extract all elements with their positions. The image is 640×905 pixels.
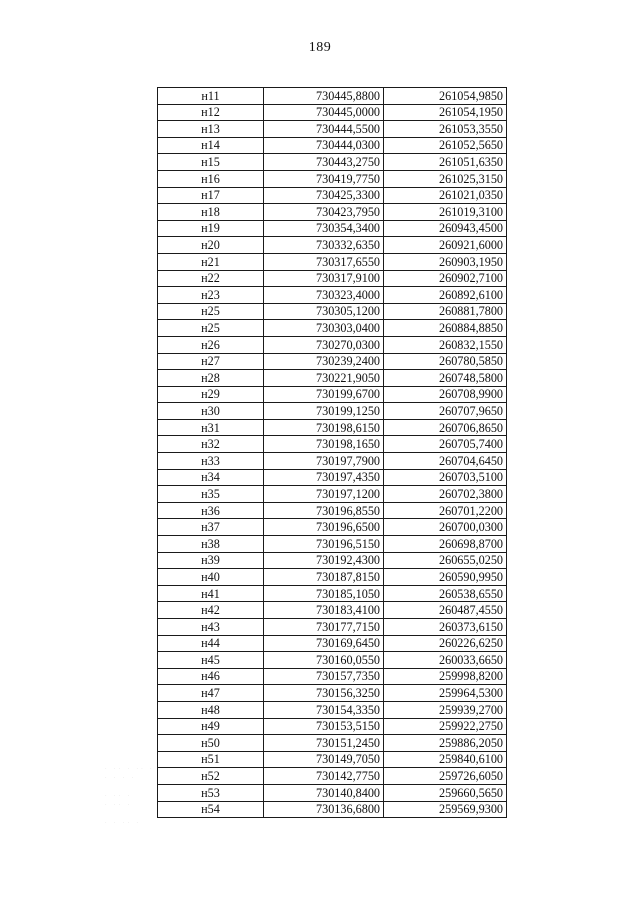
x-coordinate-cell: 730177,7150	[264, 619, 384, 636]
y-coordinate-cell: 259840,6100	[384, 751, 507, 768]
table-row	[158, 287, 507, 304]
table-row	[158, 453, 507, 470]
point-name-cell: н45	[158, 652, 264, 669]
x-coordinate-cell: 730157,7350	[264, 668, 384, 685]
x-coordinate-cell: 730197,7900	[264, 453, 384, 470]
y-coordinate-cell: 260704,6450	[384, 453, 507, 470]
y-coordinate-cell: 260703,5100	[384, 469, 507, 486]
table-row	[158, 370, 507, 387]
y-coordinate-cell: 259939,2700	[384, 701, 507, 718]
table-row	[158, 170, 507, 187]
table-row	[158, 419, 507, 436]
y-coordinate-cell: 260902,7100	[384, 270, 507, 287]
y-coordinate-cell: 259726,6050	[384, 768, 507, 785]
y-coordinate-cell: 260698,8700	[384, 536, 507, 553]
x-coordinate-cell: 730140,8400	[264, 784, 384, 801]
y-coordinate-cell: 260538,6550	[384, 585, 507, 602]
scan-noise-marks: · ·· · ·· · · · · · · ·· · · ·· · · · ·· ·	[105, 767, 155, 826]
point-name-cell: н49	[158, 718, 264, 735]
y-coordinate-cell: 261051,6350	[384, 154, 507, 171]
table-row	[158, 353, 507, 370]
table-row	[158, 104, 507, 121]
x-coordinate-cell: 730444,5500	[264, 121, 384, 138]
y-coordinate-cell: 261025,3150	[384, 170, 507, 187]
x-coordinate-cell: 730445,8800	[264, 88, 384, 105]
y-coordinate-cell: 259964,5300	[384, 685, 507, 702]
x-coordinate-cell: 730169,6450	[264, 635, 384, 652]
y-coordinate-cell: 260590,9950	[384, 569, 507, 586]
table-row	[158, 801, 507, 818]
x-coordinate-cell: 730443,2750	[264, 154, 384, 171]
y-coordinate-cell: 260881,7800	[384, 303, 507, 320]
table-row	[158, 619, 507, 636]
y-coordinate-cell: 260700,0300	[384, 519, 507, 536]
x-coordinate-cell: 730136,6800	[264, 801, 384, 818]
y-coordinate-cell: 259569,9300	[384, 801, 507, 818]
point-name-cell: н41	[158, 585, 264, 602]
y-coordinate-cell: 260707,9650	[384, 403, 507, 420]
x-coordinate-cell: 730192,4300	[264, 552, 384, 569]
x-coordinate-cell: 730142,7750	[264, 768, 384, 785]
table-row	[158, 602, 507, 619]
table-row	[158, 784, 507, 801]
y-coordinate-cell: 260705,7400	[384, 436, 507, 453]
x-coordinate-cell: 730160,0550	[264, 652, 384, 669]
y-coordinate-cell: 261052,5650	[384, 137, 507, 154]
y-coordinate-cell: 261021,0350	[384, 187, 507, 204]
y-coordinate-cell: 259886,2050	[384, 735, 507, 752]
y-coordinate-cell: 260892,6100	[384, 287, 507, 304]
x-coordinate-cell: 730317,9100	[264, 270, 384, 287]
table-row	[158, 668, 507, 685]
x-coordinate-cell: 730198,1650	[264, 436, 384, 453]
x-coordinate-cell: 730221,9050	[264, 370, 384, 387]
table-row	[158, 270, 507, 287]
x-coordinate-cell: 730149,7050	[264, 751, 384, 768]
y-coordinate-cell: 261053,3550	[384, 121, 507, 138]
point-name-cell: н43	[158, 619, 264, 636]
table-row	[158, 403, 507, 420]
point-name-cell: н27	[158, 353, 264, 370]
point-name-cell: н22	[158, 270, 264, 287]
table-row	[158, 552, 507, 569]
y-coordinate-cell: 260903,1950	[384, 253, 507, 270]
y-coordinate-cell: 260706,8650	[384, 419, 507, 436]
x-coordinate-cell: 730196,5150	[264, 536, 384, 553]
x-coordinate-cell: 730354,3400	[264, 220, 384, 237]
x-coordinate-cell: 730270,0300	[264, 336, 384, 353]
point-name-cell: н37	[158, 519, 264, 536]
x-coordinate-cell: 730303,0400	[264, 320, 384, 337]
point-name-cell: н29	[158, 386, 264, 403]
point-name-cell: н44	[158, 635, 264, 652]
y-coordinate-cell: 261054,9850	[384, 88, 507, 105]
y-coordinate-cell: 259922,2750	[384, 718, 507, 735]
page-number: 189	[308, 40, 332, 55]
point-name-cell: н23	[158, 287, 264, 304]
point-name-cell: н40	[158, 569, 264, 586]
point-name-cell: н18	[158, 204, 264, 221]
point-name-cell: н12	[158, 104, 264, 121]
x-coordinate-cell: 730423,7950	[264, 204, 384, 221]
table-row	[158, 701, 507, 718]
y-coordinate-cell: 260748,5800	[384, 370, 507, 387]
table-row	[158, 386, 507, 403]
x-coordinate-cell: 730198,6150	[264, 419, 384, 436]
point-name-cell: н31	[158, 419, 264, 436]
table-row	[158, 519, 507, 536]
point-name-cell: н11	[158, 88, 264, 105]
table-row	[158, 137, 507, 154]
point-name-cell: н53	[158, 784, 264, 801]
table-row	[158, 585, 507, 602]
table-row	[158, 469, 507, 486]
point-name-cell: н46	[158, 668, 264, 685]
coordinates-table	[157, 87, 507, 818]
table-row	[158, 303, 507, 320]
y-coordinate-cell: 260226,6250	[384, 635, 507, 652]
x-coordinate-cell: 730445,0000	[264, 104, 384, 121]
table-row	[158, 751, 507, 768]
point-name-cell: н17	[158, 187, 264, 204]
x-coordinate-cell: 730332,6350	[264, 237, 384, 254]
x-coordinate-cell: 730185,1050	[264, 585, 384, 602]
table-row	[158, 237, 507, 254]
table-row	[158, 88, 507, 105]
y-coordinate-cell: 259998,8200	[384, 668, 507, 685]
x-coordinate-cell: 730199,6700	[264, 386, 384, 403]
point-name-cell: н38	[158, 536, 264, 553]
point-name-cell: н39	[158, 552, 264, 569]
x-coordinate-cell: 730305,1200	[264, 303, 384, 320]
table-row	[158, 486, 507, 503]
y-coordinate-cell: 260832,1550	[384, 336, 507, 353]
x-coordinate-cell: 730317,6550	[264, 253, 384, 270]
x-coordinate-cell: 730187,8150	[264, 569, 384, 586]
table-row	[158, 154, 507, 171]
point-name-cell: н28	[158, 370, 264, 387]
point-name-cell: н50	[158, 735, 264, 752]
y-coordinate-cell: 260884,8850	[384, 320, 507, 337]
x-coordinate-cell: 730197,4350	[264, 469, 384, 486]
point-name-cell: н36	[158, 502, 264, 519]
table-row	[158, 718, 507, 735]
x-coordinate-cell: 730151,2450	[264, 735, 384, 752]
x-coordinate-cell: 730323,4000	[264, 287, 384, 304]
x-coordinate-cell: 730239,2400	[264, 353, 384, 370]
point-name-cell: н32	[158, 436, 264, 453]
y-coordinate-cell: 260373,6150	[384, 619, 507, 636]
y-coordinate-cell: 260708,9900	[384, 386, 507, 403]
y-coordinate-cell: 260655,0250	[384, 552, 507, 569]
table-row	[158, 635, 507, 652]
point-name-cell: н42	[158, 602, 264, 619]
point-name-cell: н21	[158, 253, 264, 270]
point-name-cell: н34	[158, 469, 264, 486]
y-coordinate-cell: 260780,5850	[384, 353, 507, 370]
x-coordinate-cell: 730153,5150	[264, 718, 384, 735]
x-coordinate-cell: 730197,1200	[264, 486, 384, 503]
table-row	[158, 735, 507, 752]
x-coordinate-cell: 730196,8550	[264, 502, 384, 519]
x-coordinate-cell: 730183,4100	[264, 602, 384, 619]
point-name-cell: н14	[158, 137, 264, 154]
x-coordinate-cell: 730444,0300	[264, 137, 384, 154]
point-name-cell: н47	[158, 685, 264, 702]
y-coordinate-cell: 261054,1950	[384, 104, 507, 121]
point-name-cell: н30	[158, 403, 264, 420]
table-row	[158, 220, 507, 237]
point-name-cell: н51	[158, 751, 264, 768]
table-row	[158, 652, 507, 669]
point-name-cell: н15	[158, 154, 264, 171]
x-coordinate-cell: 730154,3350	[264, 701, 384, 718]
table-row	[158, 768, 507, 785]
table-row	[158, 436, 507, 453]
coordinates-table-body	[158, 88, 507, 818]
point-name-cell: н54	[158, 801, 264, 818]
point-name-cell: н13	[158, 121, 264, 138]
coordinates-table-container	[157, 87, 507, 818]
y-coordinate-cell: 260943,4500	[384, 220, 507, 237]
table-row	[158, 187, 507, 204]
point-name-cell: н16	[158, 170, 264, 187]
table-row	[158, 336, 507, 353]
y-coordinate-cell: 260033,6650	[384, 652, 507, 669]
table-row	[158, 569, 507, 586]
point-name-cell: н48	[158, 701, 264, 718]
x-coordinate-cell: 730156,3250	[264, 685, 384, 702]
point-name-cell: н19	[158, 220, 264, 237]
x-coordinate-cell: 730196,6500	[264, 519, 384, 536]
table-row	[158, 320, 507, 337]
table-row	[158, 253, 507, 270]
y-coordinate-cell: 261019,3100	[384, 204, 507, 221]
table-row	[158, 536, 507, 553]
table-row	[158, 685, 507, 702]
point-name-cell: н20	[158, 237, 264, 254]
table-row	[158, 121, 507, 138]
x-coordinate-cell: 730199,1250	[264, 403, 384, 420]
x-coordinate-cell: 730419,7750	[264, 170, 384, 187]
table-row	[158, 502, 507, 519]
y-coordinate-cell: 259660,5650	[384, 784, 507, 801]
y-coordinate-cell: 260921,6000	[384, 237, 507, 254]
point-name-cell: н25	[158, 303, 264, 320]
table-row	[158, 204, 507, 221]
y-coordinate-cell: 260702,3800	[384, 486, 507, 503]
point-name-cell: н25	[158, 320, 264, 337]
point-name-cell: н35	[158, 486, 264, 503]
point-name-cell: н33	[158, 453, 264, 470]
x-coordinate-cell: 730425,3300	[264, 187, 384, 204]
point-name-cell: н26	[158, 336, 264, 353]
point-name-cell: н52	[158, 768, 264, 785]
y-coordinate-cell: 260487,4550	[384, 602, 507, 619]
y-coordinate-cell: 260701,2200	[384, 502, 507, 519]
